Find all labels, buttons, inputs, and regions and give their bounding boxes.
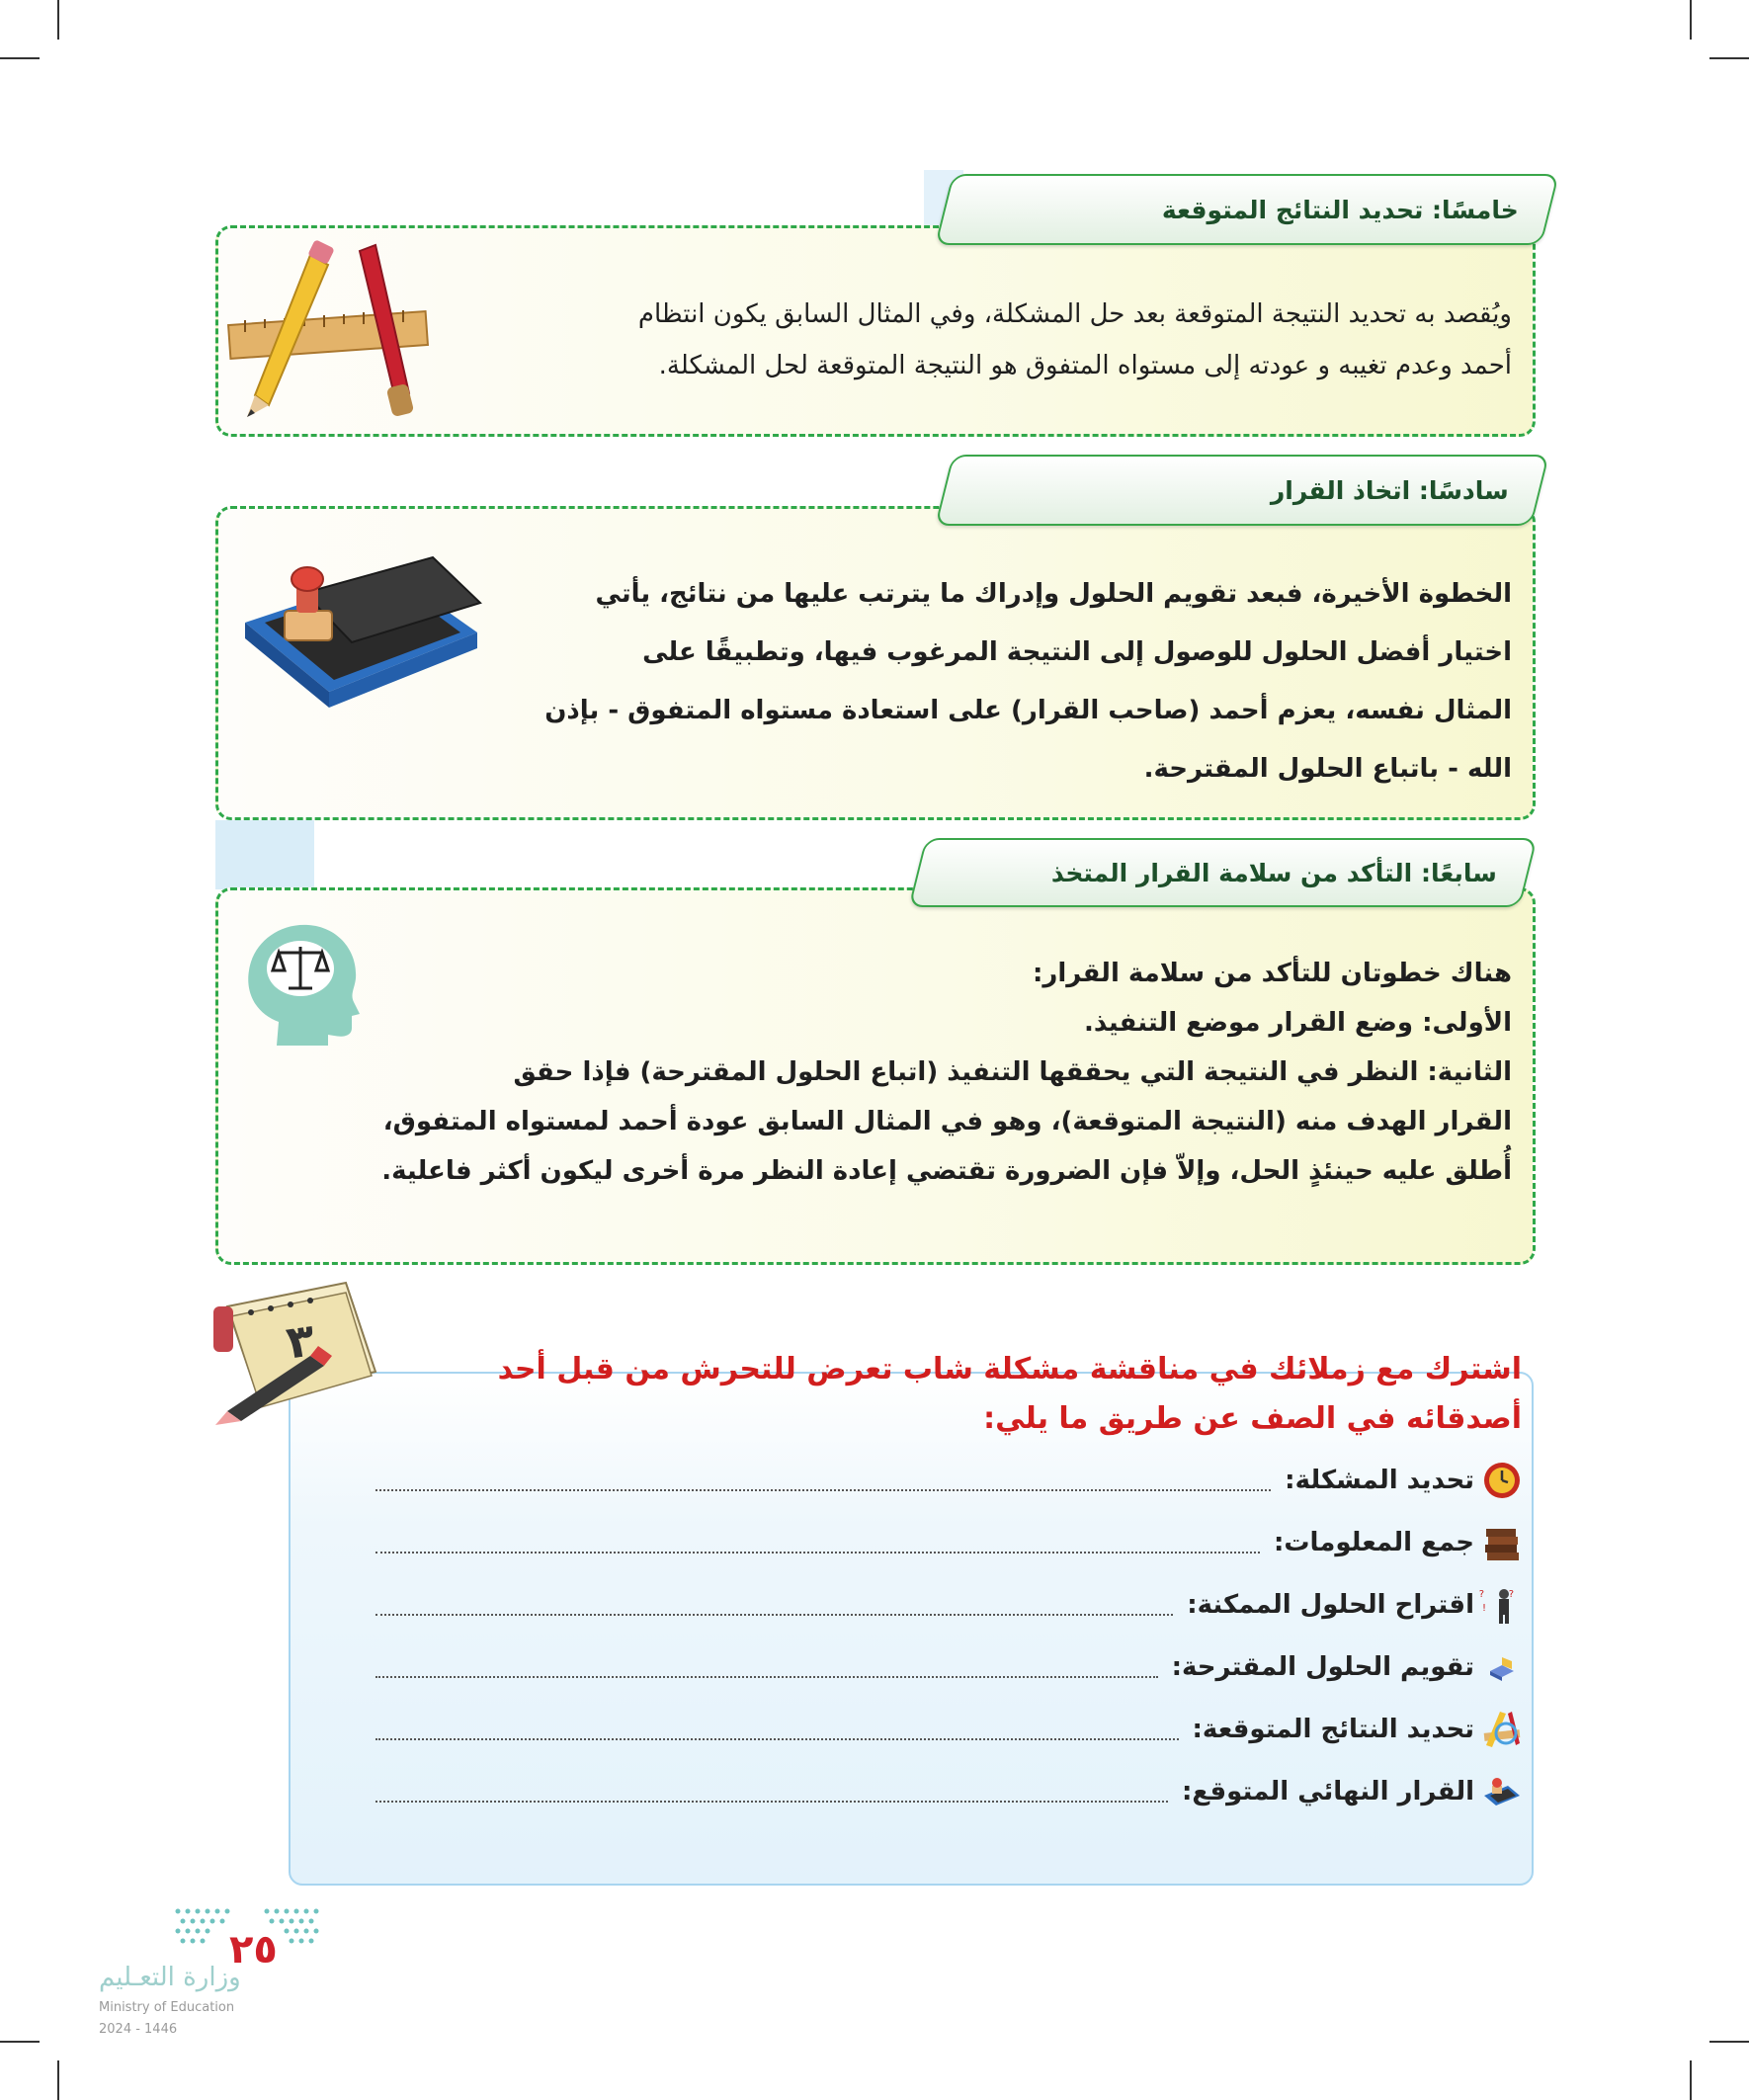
decor-block [215,820,314,889]
section6-line: اختيار أفضل الحلول للوصول إلى النتيجة المرغوب فيها، وتطبيقًا على [642,637,1512,667]
section6-body [474,565,1512,798]
section7-line: القرار الهدف منه (النتيجة المتوقعة)، وهو في المثال السابق عودة أحمد لمستواه المتفوق، [382,1107,1512,1136]
crop-mark [1690,2060,1692,2100]
activity-item [375,1519,1522,1566]
activity-task-line2: أصدقائه في الصف عن طريق ما يلي: [983,1401,1522,1436]
section6-line: الخطوة الأخيرة، فبعد تقويم الحلول وإدراك ما يترتب عليها من نتائج، يأتي [595,579,1512,609]
svg-text:?: ? [1478,1589,1484,1600]
crop-mark [1709,57,1749,59]
answer-line[interactable] [375,1781,1168,1803]
activity-item-label: تحديد النتائج المتوقعة: [1192,1715,1474,1744]
page-number: ٢٥ [229,1927,278,1973]
person-thinking-icon [1478,1585,1522,1625]
stamp-icon [1482,1772,1522,1811]
activity-item [375,1706,1522,1753]
crop-mark [0,2041,40,2043]
section7-tab [908,838,1537,907]
answer-line[interactable] [375,1656,1158,1678]
section7-line: أُطلق عليه حينئذٍ الحل، وإلاّ فإن الضرورة تقتضي إعادة النظر مرة أخرى ليكون أكثر فاعلية. [381,1156,1512,1186]
crop-mark [0,57,40,59]
answer-line[interactable] [375,1532,1260,1554]
answer-line[interactable] [375,1470,1271,1491]
section5-tab [935,174,1559,245]
activity-item [375,1768,1522,1815]
tools-icon [1482,1710,1522,1749]
activity-item-label: تحديد المشكلة: [1285,1466,1474,1495]
section6-title: سادسًا: اتخاذ القرار [1271,475,1509,505]
clock-icon [1482,1461,1522,1500]
activity-item [375,1581,1522,1629]
crop-mark [1690,0,1692,40]
section7-line: الأولى: وضع القرار موضع التنفيذ. [1084,1008,1512,1038]
section5-title: خامسًا: تحديد النتائج المتوقعة [1162,195,1519,224]
activity-item-label: تقويم الحلول المقترحة: [1171,1652,1474,1682]
section7-line: هناك خطوتان للتأكد من سلامة القرار: [1033,959,1512,988]
section5-line: ويُقصد به تحديد النتيجة المتوقعة بعد حل المشكلة، وفي المثال السابق يكون انتظام [637,299,1512,329]
svg-text:!: ! [1481,1603,1486,1614]
activity-item-label: جمع المعلومات: [1273,1528,1474,1557]
section7-title: سابعًا: التأكد من سلامة القرار المتخذ [1051,858,1497,887]
crop-mark [1709,2041,1749,2043]
section6-tab [935,455,1549,526]
crop-mark [57,2060,59,2100]
section5-line: أحمد وعدم تغيبه و عودته إلى مستواه المتفوق هو النتيجة المتوقعة لحل المشكلة. [658,351,1512,380]
crop-mark [57,0,59,40]
answer-line[interactable] [375,1719,1179,1740]
section6-line: الله - باتباع الحلول المقترحة. [1143,754,1512,784]
section7-line: الثانية: النظر في النتيجة التي يحققها التنفيذ (اتباع الحلول المقترحة) فإذا حقق [513,1057,1512,1087]
activity-number: ٣ [283,1312,318,1370]
section6-line: المثال نفسه، يعزم أحمد (صاحب القرار) على استعادة مستواه المتفوق - بإذن [544,696,1512,725]
section5-body [425,289,1512,391]
activity-item [375,1457,1522,1504]
edition-year: 2024 - 1446 [99,2022,178,2037]
activity-task-line1: اشترك مع زملائك في مناقشة مشكلة شاب تعرض للتحرش من قبل أحد [497,1352,1522,1386]
ministry-name-ar: وزارة التعـليم [99,1963,241,1992]
stamp-pad-icon [235,553,482,712]
svg-text:?: ? [1508,1589,1514,1600]
ruler-pencil-icon [225,237,433,425]
answer-line[interactable] [375,1594,1173,1616]
book-icon [1482,1647,1522,1687]
activity-item-label: القرار النهائي المتوقع: [1181,1777,1474,1806]
activity-item-label: اقتراح الحلول الممكنة: [1187,1590,1474,1620]
books-icon [1482,1523,1522,1562]
section7-body [247,949,1512,1196]
ministry-name-en: Ministry of Education [99,2000,235,2015]
activity-item [375,1643,1522,1691]
